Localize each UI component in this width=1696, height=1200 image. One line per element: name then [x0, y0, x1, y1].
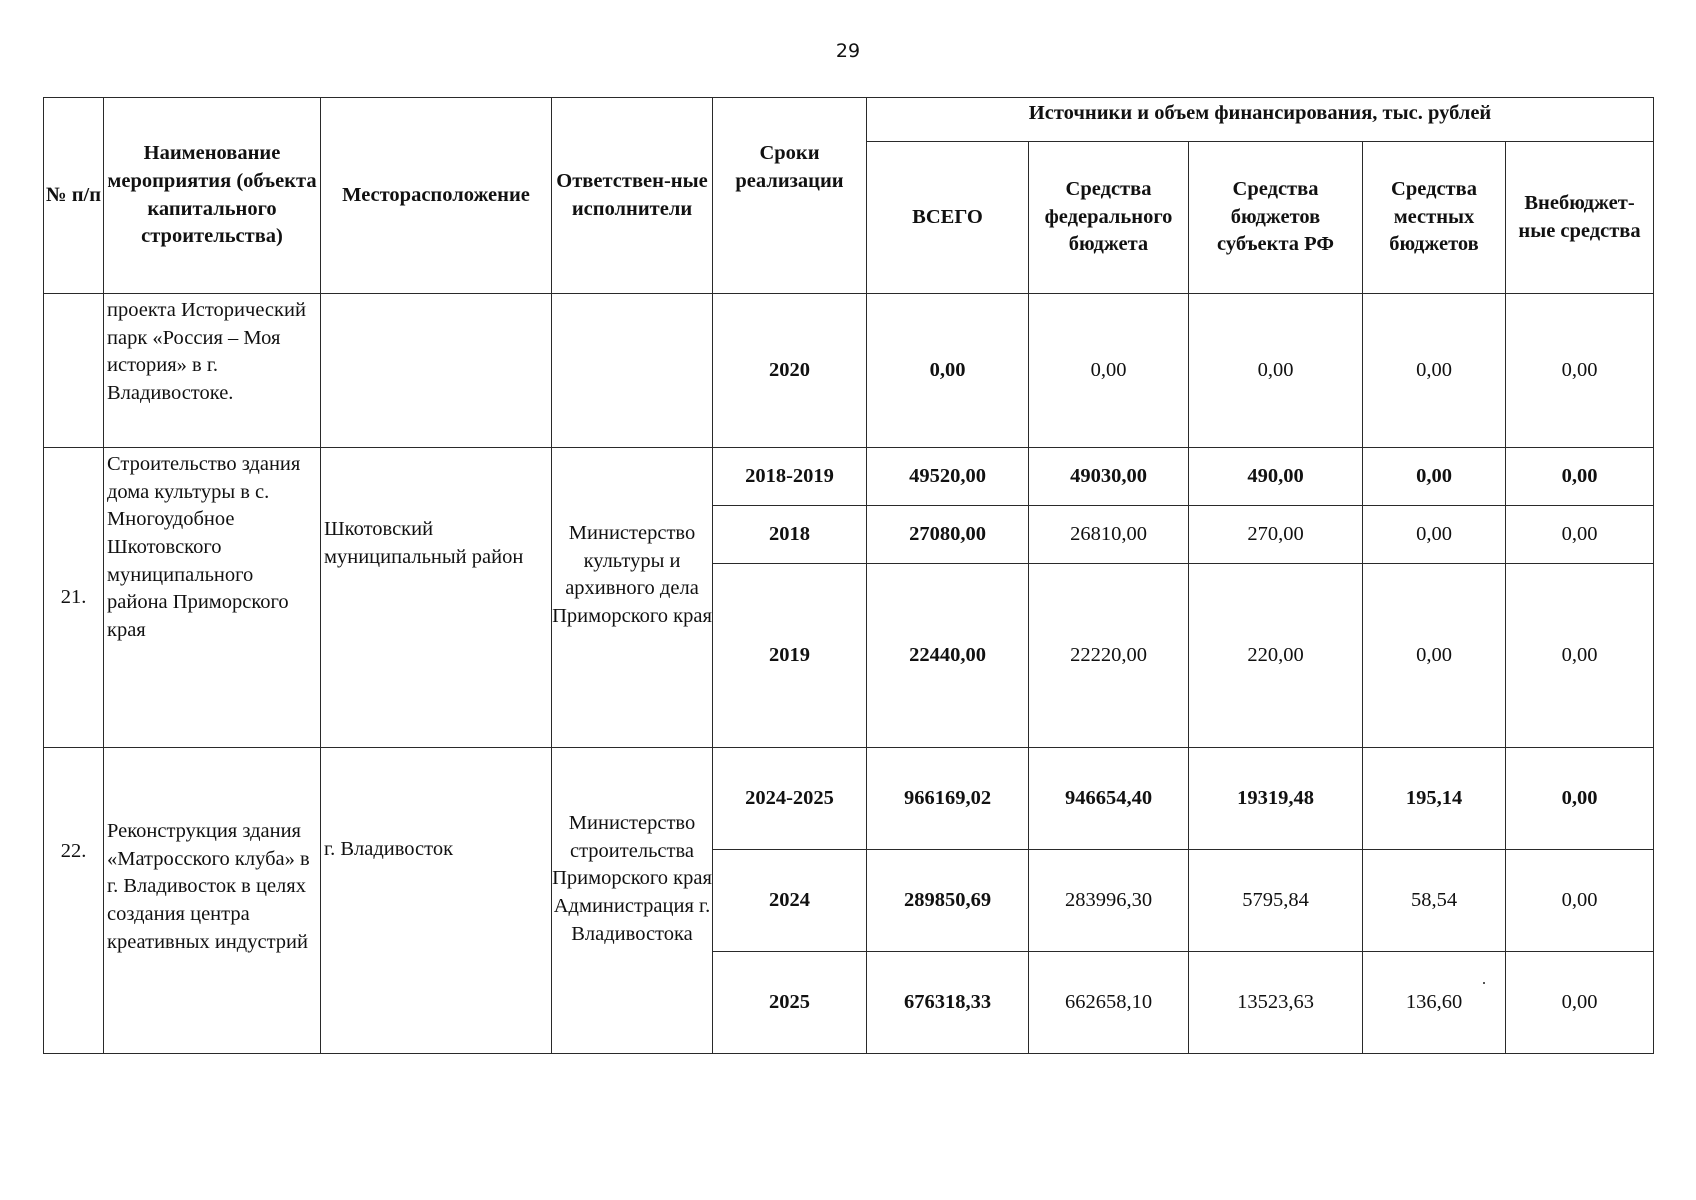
cell-num: 22. [44, 748, 104, 1054]
cell-local: 195,14 [1363, 748, 1506, 850]
cell-name: проекта Исторический парк «Россия – Моя история» в г. Владивостоке. [104, 294, 321, 448]
cell-name: Строительство здания дома культуры в с. Многоудобное Шкотовского муниципального района Приморского края [104, 448, 321, 748]
cell-total: 49520,00 [867, 448, 1029, 506]
cell-year: 2024 [713, 850, 867, 952]
cell-local: 0,00 [1363, 506, 1506, 564]
cell-extra: 0,00 [1506, 952, 1654, 1054]
page-number: 29 [835, 40, 861, 62]
cell-extra: 0,00 [1506, 506, 1654, 564]
cell-federal: 662658,10 [1029, 952, 1189, 1054]
cell-total: 27080,00 [867, 506, 1029, 564]
table-row [44, 294, 1654, 448]
cell-name: Реконструкция здания «Матросского клуба» в г. Владивосток в целях создания центра креативных индустрий [104, 748, 321, 1054]
cell-total: 289850,69 [867, 850, 1029, 952]
header-num: № п/п [44, 98, 104, 294]
cell-year: 2024-2025 [713, 748, 867, 850]
cell-federal: 946654,40 [1029, 748, 1189, 850]
cell-federal: 0,00 [1029, 294, 1189, 448]
cell-federal: 49030,00 [1029, 448, 1189, 506]
cell-location [321, 294, 552, 448]
cell-federal: 22220,00 [1029, 564, 1189, 748]
header-executors: Ответствен-ные исполнители [552, 98, 713, 294]
funding-table [43, 97, 1654, 1054]
cell-subject: 270,00 [1189, 506, 1363, 564]
cell-location: г. Владивосток [321, 748, 552, 1054]
cell-location: Шкотовский муниципальный район [321, 448, 552, 748]
header-extrabudget: Внебюджет-ные средства [1506, 142, 1654, 294]
cell-year: 2025 [713, 952, 867, 1054]
cell-local: 136,60 [1363, 952, 1506, 1054]
cell-subject: 220,00 [1189, 564, 1363, 748]
cell-local: 0,00 [1363, 294, 1506, 448]
cell-federal: 283996,30 [1029, 850, 1189, 952]
header-name: Наименование мероприятия (объекта капитального строительства) [104, 98, 321, 294]
header-location: Месторасположение [321, 98, 552, 294]
cell-subject: 0,00 [1189, 294, 1363, 448]
cell-total: 676318,33 [867, 952, 1029, 1054]
cell-extra: 0,00 [1506, 294, 1654, 448]
cell-num: 21. [44, 448, 104, 748]
header-row-top [44, 98, 1654, 142]
cell-total: 0,00 [867, 294, 1029, 448]
cell-extra: 0,00 [1506, 748, 1654, 850]
cell-extra: 0,00 [1506, 850, 1654, 952]
cell-executors: Министерство культуры и архивного дела Приморского края [552, 448, 713, 748]
cell-extra: 0,00 [1506, 564, 1654, 748]
cell-executors: Министерство строительства Приморского края Администрация г. Владивостока [552, 748, 713, 1054]
cell-num [44, 294, 104, 448]
cell-extra: 0,00 [1506, 448, 1654, 506]
cell-subject: 19319,48 [1189, 748, 1363, 850]
header-federal: Средства федерального бюджета [1029, 142, 1189, 294]
cell-year: 2019 [713, 564, 867, 748]
cell-local: 0,00 [1363, 448, 1506, 506]
table-row [44, 448, 1654, 506]
cell-subject: 13523,63 [1189, 952, 1363, 1054]
cell-total: 22440,00 [867, 564, 1029, 748]
cell-local: 0,00 [1363, 564, 1506, 748]
table-row [44, 748, 1654, 850]
header-funding-group: Источники и объем финансирования, тыс. рублей [867, 98, 1654, 142]
scan-speck [1483, 982, 1485, 984]
cell-subject: 490,00 [1189, 448, 1363, 506]
cell-total: 966169,02 [867, 748, 1029, 850]
cell-federal: 26810,00 [1029, 506, 1189, 564]
header-local: Средства местных бюджетов [1363, 142, 1506, 294]
cell-local: 58,54 [1363, 850, 1506, 952]
cell-subject: 5795,84 [1189, 850, 1363, 952]
cell-executors [552, 294, 713, 448]
cell-year: 2018-2019 [713, 448, 867, 506]
header-total: ВСЕГО [867, 142, 1029, 294]
cell-year: 2018 [713, 506, 867, 564]
cell-year: 2020 [713, 294, 867, 448]
header-terms: Сроки реализации [713, 98, 867, 294]
header-subject: Средства бюджетов субъекта РФ [1189, 142, 1363, 294]
